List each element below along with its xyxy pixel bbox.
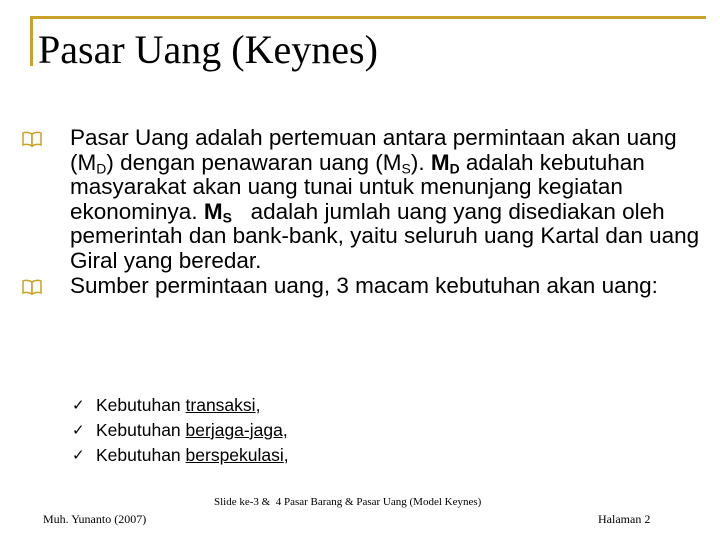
footer-author: Muh. Yunanto (2007) (43, 512, 147, 526)
md-subscript: D (449, 160, 460, 177)
sub-item-3-prefix: Kebutuhan (96, 445, 186, 465)
bullet-item-2 (70, 274, 702, 299)
bullet-1-ms-term (204, 199, 232, 224)
ms-letter: M (203, 198, 223, 224)
md-letter: M (430, 149, 450, 175)
ms-subscript: S (222, 209, 232, 226)
bullet-1-text-d: adalah kebutuhan masyarakat akan uang tunai untuk menunjang kegiatan ekonominya. (70, 149, 645, 224)
sub-item-2-underlined: berjaga-jaga, (185, 420, 288, 440)
sub-item-2 (72, 418, 289, 443)
slide-title: Pasar Uang (Keynes) (38, 27, 378, 72)
bullet-1-sub-s: S (401, 160, 411, 177)
bullet-item-1 (70, 125, 706, 274)
sub-item-1-suffix: , (255, 395, 261, 415)
check-icon: ✓ (72, 447, 85, 464)
sub-item-3 (72, 443, 289, 468)
check-icon: ✓ (72, 422, 85, 439)
bullet-1-sub-d: D (96, 160, 107, 177)
sub-item-3-underlined: berspekulasi (185, 445, 284, 465)
book-icon (21, 278, 43, 296)
bullet-1-text-a: Pasar Uang adalah pertemuan antara permintaan akan uang (M (70, 125, 677, 175)
footer-page-number: Halaman 2 (598, 512, 651, 526)
sub-item-3-suffix: , (283, 445, 289, 465)
sub-list (72, 393, 289, 468)
bullet-1-text-c: ). (410, 149, 431, 175)
sub-item-1-underlined: transaksi (185, 395, 256, 415)
sub-item-2-prefix: Kebutuhan (96, 420, 186, 440)
title-frame-left-line (30, 16, 33, 66)
sub-item-1-prefix: Kebutuhan (96, 395, 186, 415)
footer-center-text: Slide ke-3 & 4 Pasar Barang & Pasar Uang (Model Keynes) (214, 496, 482, 508)
bullet-1-md-term (431, 150, 460, 175)
slide-body (70, 125, 706, 298)
title-frame-top-line (30, 16, 706, 19)
sub-item-1 (72, 393, 289, 418)
bullet-2-text: Sumber permintaan uang, 3 macam kebutuhan akan uang: (70, 272, 658, 298)
check-icon: ✓ (72, 397, 85, 414)
bullet-1-text-e: adalah jumlah uang yang disediakan oleh pemerintah dan bank-bank, yaitu seluruh uang Kartal dan uang Giral yang beredar. (70, 198, 706, 273)
bullet-1-text-b: ) dengan penawaran uang (M (106, 149, 402, 175)
book-icon (21, 130, 43, 148)
